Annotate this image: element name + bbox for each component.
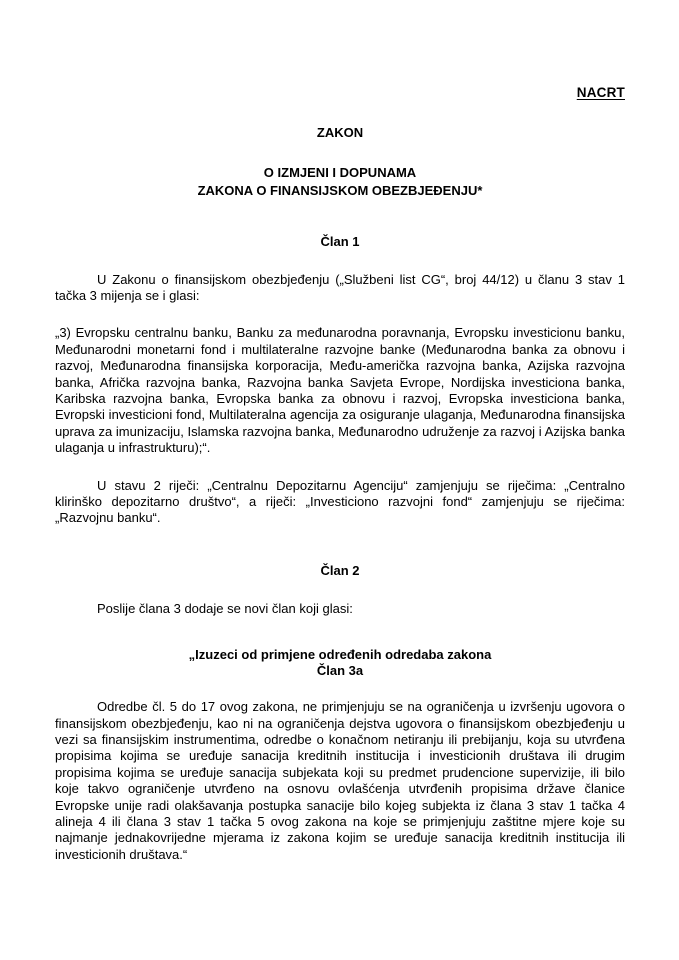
draft-stamp-label: NACRT (576, 85, 625, 100)
new-article-heading (55, 647, 625, 679)
new-article-number: Član 3a (316, 663, 364, 679)
new-article-title: „Izuzeci od primjene određenih odredaba zakona (188, 647, 492, 663)
article-2-heading: Član 2 (320, 562, 360, 578)
article-1-heading: Član 1 (320, 233, 360, 249)
document-content (55, 0, 625, 863)
draft-stamp (55, 0, 625, 100)
article-1-intro: U Zakonu o finansijskom obezbjeđenju („Službeni list CG“, broj 44/12) u članu 3 stav 1 tačka 3 mijenja se i glasi: (55, 271, 625, 303)
document-subtitle (55, 164, 625, 200)
new-article-text: Odredbe čl. 5 do 17 ovog zakona, ne primjenjuju se na ograničenja u izvršenju ugovora o finansijskom obezbjeđenju, kao ni na ograničenja dejstva ugovora o finansijskom obezbjeđenju u vezi sa finansijskim instrumentima, odredbe o konačnom netiranju ili prebijanju, koja su utvrđena propisima kojima se uređuje sanacija kreditnih institucija i investicionih društava ili drugim propisima kojima se uređuje sanacija subjekata koji su predmet prudencione supervizije, ili bilo koje takvo ograničenje utvrđeno na osnovu ovlašćenja utvrđenih propisima države članice Evropske unije radi olakšavanja postupka sanacije bilo kojeg subjekta iz člana 3 stav 1 tačka 4 alineja 4 ili člana 3 stav 1 tačka 5 ovog zakona na koje se primjenjuju zaštitne mjere koje su najmanje jednakovrijedne mjerama iz zakona kojim se uređuje sanacija kreditnih institucija ili investicionih društava.“ (55, 699, 625, 862)
article-1-quoted-point: „3) Evropsku centralnu banku, Banku za međunarodna poravnanja, Evropsku investicionu banku, Međunarodni monetarni fond i multilateralne razvojne banke (Međunarodna banka za obnovu i razvoj, Međunarodna finansijska korporacija, Među-američka razvojna banka, Azijska razvojna banka, Afrička razvojna banka, Razvojna banka Savjeta Evrope, Nordijska investiciona banka, Karibska razvojna banka, Evropska banka za obnovu i razvoj, Evropska investiciona banka, Evropski investicioni fond, Multilateralna agencija za osiguranje ulaganja, Međunarodna finansijska uprava za imunizaciju, Islamska razvojna banka, Međunarodno udruženje za razvoj i Azijska banka ulaganja u infrastrukturu);“. (55, 325, 625, 456)
document-subtitle-line-2: ZAKONA O FINANSIJSKOM OBEZBJEĐENJU* (197, 182, 483, 198)
page-title: ZAKON (316, 124, 364, 140)
document-subtitle-line-1: O IZMJENI I DOPUNAMA (263, 164, 417, 180)
article-1-amendment-note: U stavu 2 riječi: „Centralnu Depozitarnu Agenciju“ zamjenjuju se riječima: „Centralno klirinško depozitarno društvo“, a riječi: „Investiciono razvojni fond“ zamjenjuju se riječima: „Razvojnu banku“. (55, 477, 625, 526)
article-2-intro: Poslije člana 3 dodaje se novi član koji glasi: (97, 600, 353, 616)
